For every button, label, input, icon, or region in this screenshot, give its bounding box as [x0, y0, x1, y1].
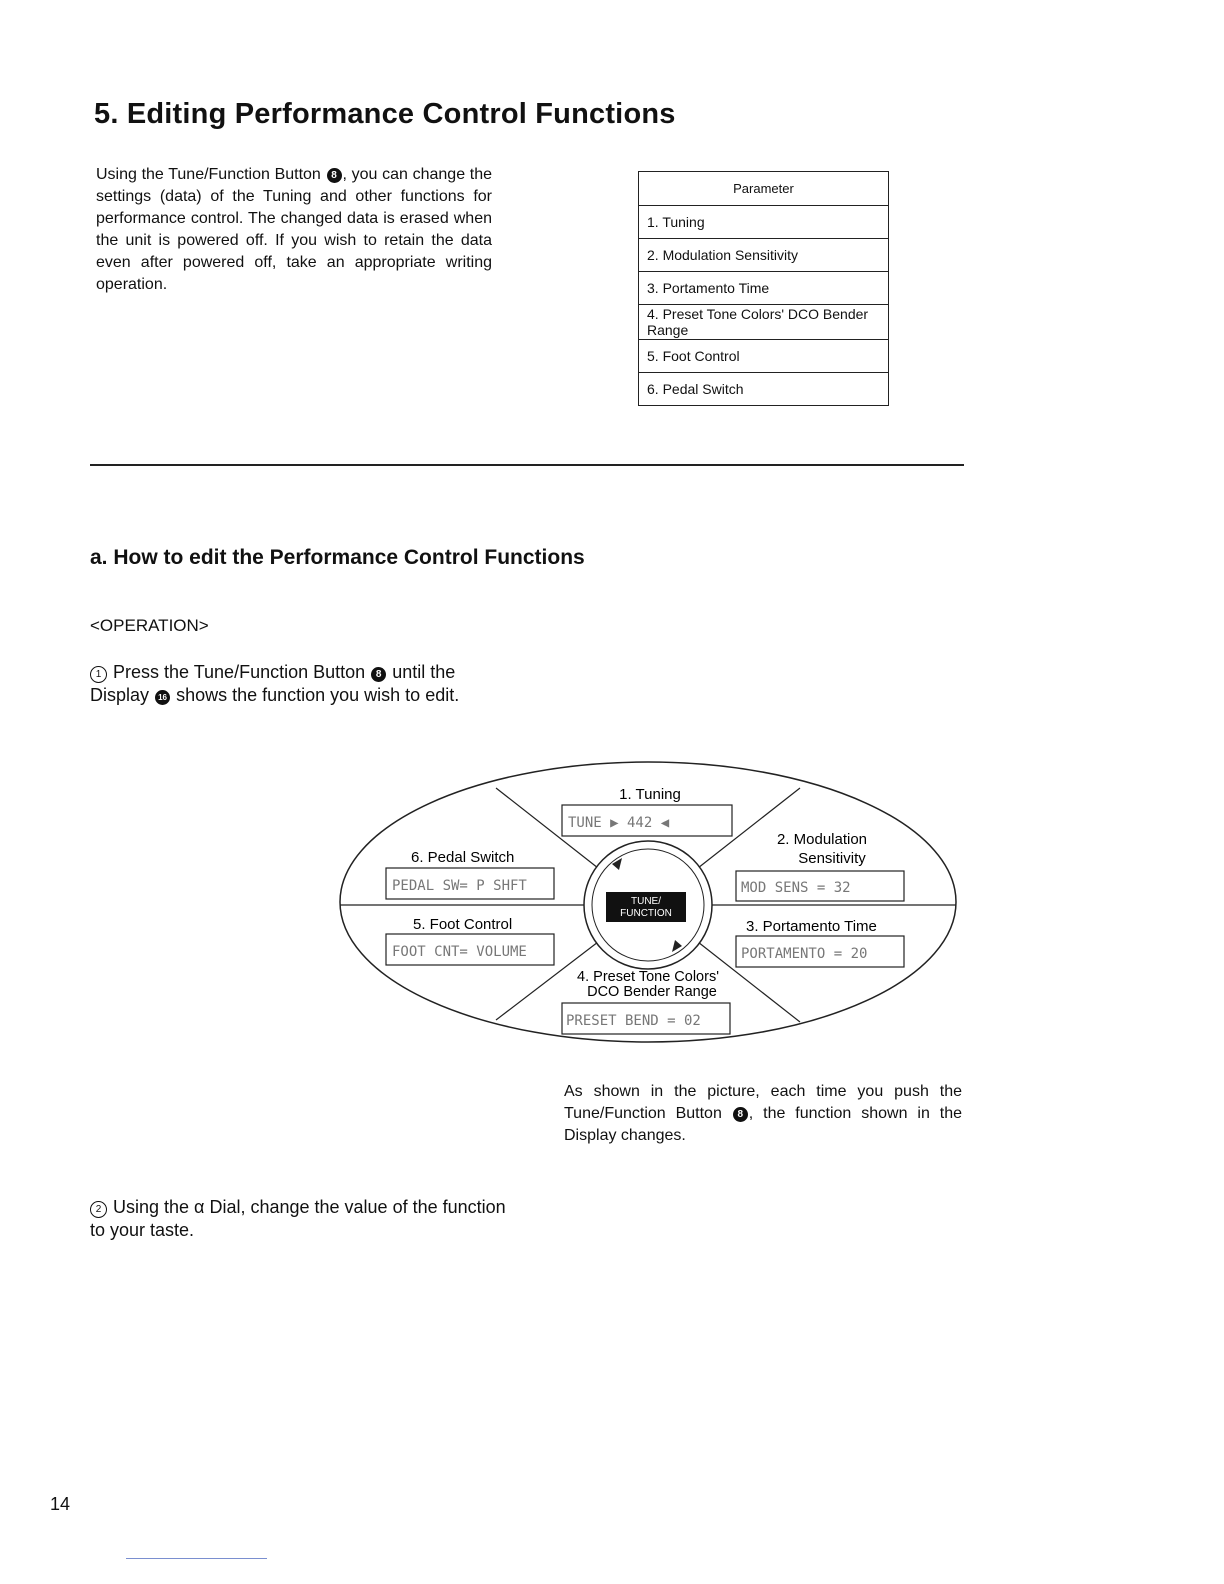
function-cycle-diagram [330, 760, 970, 1060]
button-8-badge: 8 [371, 667, 386, 682]
tune-function-label-1: TUNE/ [631, 896, 661, 907]
table-row: 1. Tuning [639, 206, 889, 239]
step-2 [90, 1196, 510, 1242]
section-divider [90, 464, 964, 466]
page-number: 14 [50, 1494, 71, 1514]
step-2-number: 2 [90, 1201, 107, 1218]
step-1-text-c: shows the function you wish to edit. [176, 685, 460, 705]
parameter-table [638, 171, 889, 406]
parameter-table-header: Parameter [639, 172, 889, 206]
foot-control-lcd-text: FOOT CNT= VOLUME [392, 944, 527, 960]
tune-function-label-2: FUNCTION [620, 908, 672, 919]
portamento-lcd-text: PORTAMENTO = 20 [741, 946, 868, 962]
table-row: 3. Portamento Time [639, 272, 889, 305]
modulation-lcd-text: MOD SENS = 32 [741, 880, 851, 896]
tuning-lcd-text: TUNE ▶ 442 ◀ [568, 815, 670, 831]
step-1 [90, 661, 500, 707]
step-1-text-a: Press the Tune/Function Button [113, 662, 366, 682]
table-row: 2. Modulation Sensitivity [639, 239, 889, 272]
intro-text-1: Using the Tune/Function Button [96, 166, 321, 183]
table-row: 5. Foot Control [639, 340, 889, 373]
page-title: 5. Editing Performance Control Functions [94, 98, 676, 130]
foot-control-label: 5. Foot Control [413, 916, 513, 933]
intro-paragraph [96, 164, 492, 296]
display-16-badge: 16 [155, 690, 170, 705]
section-heading: a. How to edit the Performance Control Functions [90, 546, 585, 569]
bottom-rule [126, 1558, 267, 1559]
button-8-badge: 8 [327, 168, 342, 183]
caption-text-2: , the function shown in the Display changes. [564, 1105, 963, 1144]
modulation-label-2: Sensitivity [798, 850, 866, 867]
table-row: 4. Preset Tone Colors' DCO Bender Range [639, 305, 889, 340]
intro-text-2: , you can change the settings (data) of the Tuning and other functions for performance control. The changed data is erased when the unit is powered off. If you wish to retain the data even after powered off, take an appropriate writing operation. [96, 166, 493, 293]
step-2-text: Using the α Dial, change the value of the function to your taste. [90, 1197, 506, 1240]
step-1-number: 1 [90, 666, 107, 683]
diagram-caption [564, 1081, 962, 1147]
operation-label: <OPERATION> [90, 616, 209, 635]
bend-label-1: 4. Preset Tone Colors' [577, 969, 719, 985]
tuning-label: 1. Tuning [619, 786, 681, 803]
table-row: 6. Pedal Switch [639, 373, 889, 406]
step-1-text-b: until the Display [90, 662, 456, 705]
bend-lcd-text: PRESET BEND = 02 [566, 1013, 701, 1029]
caption-text-1: As shown in the picture, each time you push the Tune/Function Button [564, 1083, 962, 1122]
pedal-switch-label: 6. Pedal Switch [411, 849, 515, 866]
modulation-label-1: 2. Modulation [776, 831, 868, 848]
button-8-badge: 8 [733, 1107, 748, 1122]
bend-label-2: DCO Bender Range [587, 984, 717, 1000]
portamento-label: 3. Portamento Time [746, 918, 877, 935]
pedal-switch-lcd-text: PEDAL SW= P SHFT [392, 878, 527, 894]
